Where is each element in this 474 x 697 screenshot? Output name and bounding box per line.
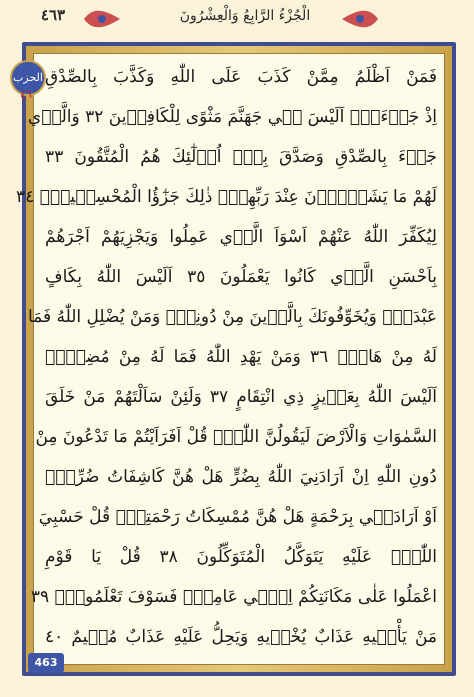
text-line: اِذْ جَاۤءَهُۜ اَلَيْسَ ف۪ي جَهَنَّمَ مَثْوًى لِلْكَافِر۪ينَ ٣٢ وَالَّذ۪ي: [27, 107, 437, 127]
juz-title: الْجُزْءُ الرَّابِعُ وَالْعِشْرُونَ: [179, 8, 311, 24]
hizb-number: ٤٦: [20, 88, 32, 101]
text-line: اعْمَلُوا عَلٰى مَكَانَتِكُمْ اِنّ۪ي عَامِلٌۚ فَسَوْفَ تَعْلَمُونَۙ ٣٩: [30, 587, 437, 607]
text-line: لَهُ مِنْ هَادٍۚ ٣٦ وَمَنْ يَهْدِ اللّٰهُ فَمَا لَهُ مِنْ مُضِلٍّۜ: [45, 347, 437, 367]
hizb-marker: الحزب: [10, 60, 46, 96]
header-ornament-right-icon: [340, 6, 380, 32]
text-line: لَهُمْ مَا يَشَاۤؤُ۫نَ عِنْدَ رَبِّهِمْۜ ذٰلِكَ جَزٰٓؤُا الْمُحْسِن۪ينَۚ ٣٤: [16, 187, 437, 207]
text-line: بِاَحْسَنِ الَّذ۪ي كَانُوا يَعْمَلُونَ ٣٥ اَلَيْسَ اللّٰهُ بِكَافٍ: [45, 267, 438, 287]
text-line: جَاۤءَ بِالصِّدْقِ وَصَدَّقَ بِه۪ٓ اُو۬لٰٓئِكَ هُمُ الْمُتَّقُونَ ٣٣: [45, 147, 437, 167]
page-header: [0, 0, 474, 44]
text-line: السَّمٰوَاتِ وَالْاَرْضَ لَيَقُولُنَّ اللّٰهُۜ قُلْ اَفَرَاَيْتُمْ مَا تَدْعُونَ مِنْ: [35, 427, 437, 447]
text-line: اللّٰهُۜ عَلَيْهِ يَتَوَكَّلُ الْمُتَوَكِّلُونَ ٣٨ قُلْ يَا قَوْمِ: [45, 547, 437, 567]
text-line: اَلَيْسَ اللّٰهُ بِعَز۪يزٍ ذِي انْتِقَامٍ ٣٧ وَلَئِنْ سَاَلْتَهُمْ مَنْ خَلَقَ: [45, 387, 437, 407]
text-line: دُونِ اللّٰهِ اِنْ اَرَادَنِيَ اللّٰهُ بِضُرٍّ هَلْ هُنَّ كَاشِفَاتُ ضُرِّه۪ٓ: [45, 467, 437, 487]
text-line: عَبْدَهُۜ وَيُخَوِّفُونَكَ بِالَّذ۪ينَ مِنْ دُونِه۪ۜ وَمَنْ يُضْلِلِ اللّٰهُ فَمَا: [27, 307, 437, 327]
page-number-arabic: ٤٦٣: [40, 6, 66, 24]
text-line: مَنْ يَأْت۪يهِ عَذَابٌ يُخْز۪يهِ وَيَحِلُّ عَلَيْهِ عَذَابٌ مُق۪يمٌ ٤٠: [45, 627, 437, 647]
text-line: اَوْ اَرَادَن۪ي بِرَحْمَةٍ هَلْ هُنَّ مُمْسِكَاتُ رَحْمَتِه۪ۜ قُلْ حَسْبِيَ: [38, 507, 437, 527]
text-line: لِيُكَفِّرَ اللّٰهُ عَنْهُمْ اَسْوَاَ الَّذ۪ي عَمِلُوا وَيَجْزِيَهُمْ اَجْرَهُمْ: [45, 227, 437, 247]
page-number: 463: [28, 653, 64, 673]
text-line: فَمَنْ اَظْلَمُ مِمَّنْ كَذَبَ عَلَى اللّٰهِ وَكَذَّبَ بِالصِّدْقِ: [45, 67, 437, 87]
